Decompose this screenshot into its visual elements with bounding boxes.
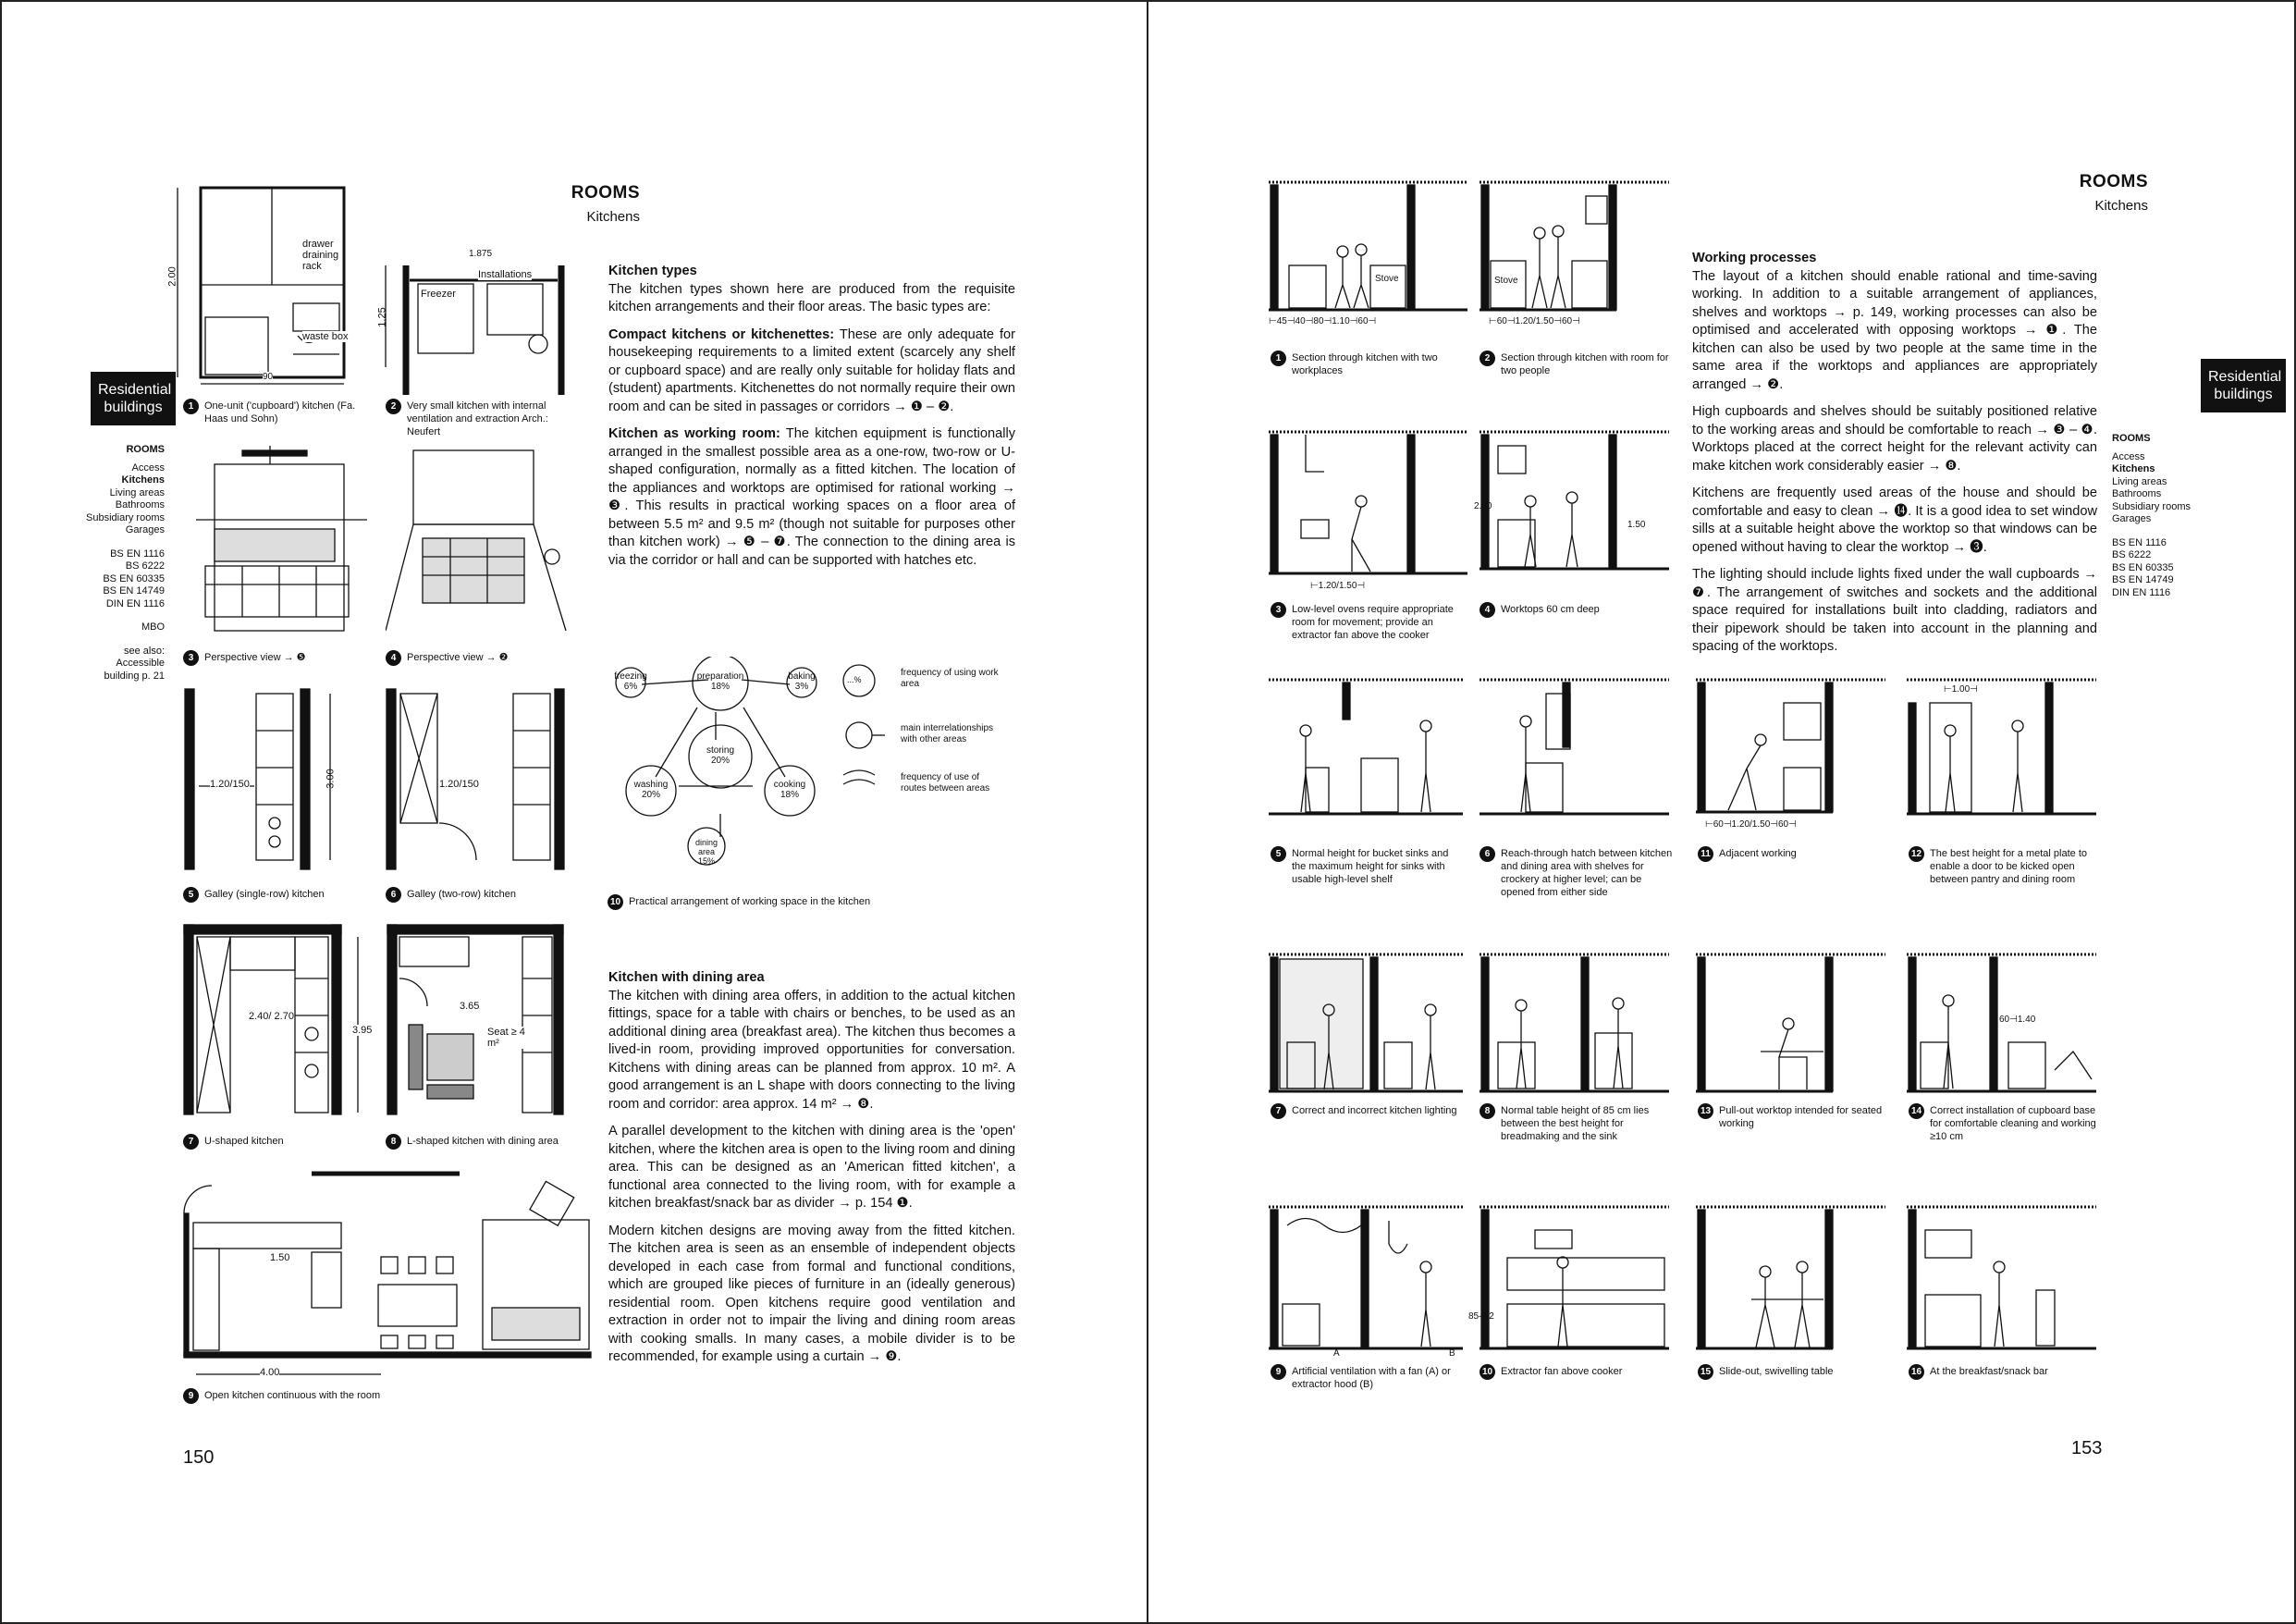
section-tab[interactable] <box>91 372 176 425</box>
nav-item-garages[interactable]: Garages <box>125 524 165 535</box>
caption-text: Practical arrangement of working space in the kitchen <box>629 896 871 907</box>
caption-text: Artificial ventilation with a fan (A) or extractor hood (B) <box>1292 1366 1451 1390</box>
section-body: Modern kitchen designs are moving away from the fitted kitchen. The kitchen area is seen as an ensemble of independent objects developed in each case from formal and functional conditions, which are grouped like pieces of furniture in an (ideally generous) residential room. Open kitchens require good ventilation and extraction in order not to impair the living and dining room areas with cooking smalls. In many cases, a mobile divider is to be recommended, for example using a curtain → ❾. <box>608 1223 1015 1364</box>
dim-label: 1.50 <box>270 1252 290 1263</box>
heading-subtitle: Kitchens <box>586 209 640 225</box>
dim-label: ⊢60⊣1.20/1.50⊣60⊣ <box>1705 819 1797 830</box>
figure-3-drawing <box>187 446 367 635</box>
figure-number: 2 <box>386 399 401 414</box>
figure-number: 4 <box>1480 602 1495 618</box>
nav-item-access[interactable]: Access <box>131 461 165 474</box>
tab-line-2: buildings <box>104 400 163 415</box>
standard-item: BS EN 14749 <box>103 585 165 597</box>
tab-line-1: Residential <box>2208 369 2282 385</box>
figure-3-caption <box>183 651 350 666</box>
figure-number: 11 <box>1698 846 1713 862</box>
section-body: Kitchens are frequently used areas of the house and should be comfortable and easy to clean → ⓮. It is a good idea to set window sills at a suitable height above the worktop so that windows can be opened without having to clear the worktop → ❸. <box>1692 486 2097 555</box>
node-pct: 15% <box>697 856 715 866</box>
caption-text: Normal table height of 85 cm lies between the best height for breadmaking and the sink <box>1501 1105 1650 1142</box>
side-nav <box>63 444 165 683</box>
legend-item: frequency of using work area <box>901 668 999 689</box>
standard-item: BS 6222 <box>125 560 165 572</box>
dim-label: 3.00 <box>325 769 337 789</box>
nav-item-bathrooms[interactable]: Bathrooms <box>2112 488 2162 499</box>
dim-label: 4.00 <box>260 1367 280 1378</box>
right-page-heading <box>2080 172 2148 214</box>
figure-r4-caption <box>1480 603 1674 618</box>
section-body: A parallel development to the kitchen with dining area is the 'open' kitchen, where the kitchen area is open to the living room and dining area. This can be designed as an 'American fitted kitchen', a functional area connected to the living room, with for example a kitchen breakfast/snack bar as divider → p. 154 ❶. <box>608 1124 1015 1211</box>
figure-r6-caption <box>1480 847 1674 899</box>
nav-mbo: MBO <box>141 621 165 633</box>
nav-item-access[interactable]: Access <box>2112 450 2145 462</box>
figure-1-drawing <box>168 183 353 391</box>
dim-label: ⊢1.00⊣ <box>1944 684 1978 695</box>
caption-text: L-shaped kitchen with dining area <box>407 1136 559 1147</box>
figure-r6-drawing <box>1480 675 1674 818</box>
label-stove: Stove <box>1375 274 1399 284</box>
nav-item-garages[interactable]: Garages <box>2112 513 2152 524</box>
label-a: A <box>1333 1348 1340 1359</box>
figure-number: 13 <box>1698 1103 1713 1119</box>
caption-text: Very small kitchen with internal ventilation and extraction Arch.: Neufert <box>407 400 548 437</box>
figure-r5-caption <box>1271 847 1465 886</box>
figure-number: 10 <box>1480 1364 1495 1380</box>
figure-r2-caption <box>1480 351 1674 377</box>
section-body: The kitchen types shown here are produced from the requisite kitchen arrangements and their floor areas. The basic types are: <box>608 281 1015 314</box>
figure-7-drawing <box>182 923 372 1122</box>
node-cooking <box>765 780 815 800</box>
dim-label: 3.65 <box>460 1001 480 1012</box>
figure-r14-caption <box>1909 1104 2103 1143</box>
caption-text: The best height for a metal plate to enable a door to be kicked open between pantry and dining room <box>1930 848 2087 885</box>
caption-text: Correct installation of cupboard base for comfortable cleaning and working ≥10 cm <box>1930 1105 2096 1142</box>
figure-r7-caption <box>1271 1104 1465 1119</box>
figure-2-caption <box>386 400 571 438</box>
right-page <box>1148 0 2296 1624</box>
standard-item: BS EN 1116 <box>2112 536 2167 548</box>
section-body: The kitchen with dining area offers, in addition to the actual kitchen fittings, space for a table with chairs or benches, to be used as an additional dining area (breakfast area). The kitchen thus becomes a lived-in room, providing improved opportunities for conversation. Kitchens with dining areas can be planned from approx. 10 m². A good arrangement is an L shape with doors connecting to the living room and corridor: area approx. 14 m² → ❽. <box>608 988 1015 1112</box>
figure-10-diagram <box>605 657 1104 879</box>
figure-10-caption <box>608 895 977 910</box>
node-pct: 18% <box>710 682 730 692</box>
dim-label: 2.00 <box>1474 501 1492 511</box>
node-label: dining area <box>694 838 718 856</box>
label-waste-box: waste box <box>302 331 349 342</box>
figure-r3-drawing <box>1269 427 1472 594</box>
figure-5-caption <box>183 888 368 903</box>
figure-number: 9 <box>1271 1364 1286 1380</box>
section-tab[interactable] <box>2201 359 2286 412</box>
tab-line-1: Residential <box>98 382 172 398</box>
figure-number: 14 <box>1909 1103 1924 1119</box>
heading-title: ROOMS <box>571 183 640 203</box>
figure-number: 16 <box>1909 1364 1924 1380</box>
node-storing <box>693 745 748 766</box>
figure-4-drawing <box>386 446 571 640</box>
figure-r5-drawing <box>1269 675 1467 818</box>
figure-number: 2 <box>1480 351 1495 366</box>
section-body: These are only adequate for housekeeping requirements to a limited extent (scarcely any shelf or cupboard space) and are really only suitable for holiday flats and (student) apartments. Kitchenettes do not normally require their own room and can be sited in passages or corridors → ❶ – ❷. <box>608 326 1015 414</box>
label-b: B <box>1449 1348 1455 1359</box>
figure-r15-caption <box>1698 1365 1892 1380</box>
dim-label: 3.95 <box>352 1025 373 1036</box>
caption-text: Extractor fan above cooker <box>1501 1366 1623 1377</box>
figure-number: 3 <box>183 650 199 666</box>
section-heading: Kitchen types <box>608 264 697 278</box>
caption-text: Galley (two-row) kitchen <box>407 889 516 900</box>
figure-r13-caption <box>1698 1104 1892 1130</box>
caption-text: Section through kitchen with room for two people <box>1501 352 1669 376</box>
figure-5-drawing <box>182 684 367 874</box>
dim-label: 60⊣1.40 <box>1999 1015 2036 1025</box>
left-page-heading <box>571 183 640 225</box>
label-rack: rack <box>302 261 322 272</box>
caption-text: Galley (single-row) kitchen <box>204 889 325 900</box>
node-pct: 18% <box>780 790 799 800</box>
caption-text: Slide-out, swivelling table <box>1719 1366 1834 1377</box>
figure-7-caption <box>183 1135 368 1150</box>
label-drawer: drawer <box>302 239 334 250</box>
standard-item: DIN EN 1116 <box>105 597 165 609</box>
caption-text: At the breakfast/snack bar <box>1930 1366 2048 1377</box>
standard-item: BS EN 14749 <box>2112 574 2174 585</box>
nav-item-kitchens[interactable]: Kitchens <box>2112 463 2155 474</box>
caption-text: Perspective view → ❺ <box>204 652 306 663</box>
dim-label: ⊢1.20/1.50⊣ <box>1310 581 1366 591</box>
figure-8-caption <box>386 1135 571 1150</box>
nav-item-living-areas[interactable]: Living areas <box>2112 475 2167 487</box>
caption-text: Low-level ovens require appropriate room for movement; provide an extractor fan above the cooker <box>1292 604 1454 641</box>
figure-number: 3 <box>1271 602 1286 618</box>
figure-r9-caption <box>1271 1365 1465 1391</box>
figure-r16-caption <box>1909 1365 2103 1380</box>
standard-item: BS EN 60335 <box>2112 561 2174 573</box>
figure-8-drawing <box>386 923 571 1122</box>
figure-r8-drawing <box>1480 950 1674 1098</box>
figure-r11-drawing <box>1696 675 1890 830</box>
label-installations: Installations <box>478 269 533 280</box>
figure-6-caption <box>386 888 571 903</box>
see-also-label: see also: <box>123 645 165 657</box>
dim-label: 1.20/150 <box>210 779 250 790</box>
caption-text: Adjacent working <box>1719 848 1797 859</box>
dim-label: 1.25 <box>376 307 388 327</box>
caption-text: Perspective view → ❷ <box>407 652 509 663</box>
caption-text: One-unit ('cupboard') kitchen (Fa. Haas und Sohn) <box>204 400 356 424</box>
caption-text: Worktops 60 cm deep <box>1501 604 1600 615</box>
figure-r11-caption <box>1698 847 1892 862</box>
nav-item-subsidiary-rooms[interactable]: Subsidiary rooms <box>86 511 165 523</box>
body-text-right <box>1692 250 2097 666</box>
figure-number: 1 <box>1271 351 1286 366</box>
dim-label: 1.50 <box>1627 520 1646 530</box>
node-preparation <box>693 671 748 692</box>
figure-r2-drawing <box>1480 178 1674 330</box>
heading-title: ROOMS <box>2079 172 2148 191</box>
figure-r14-drawing <box>1907 950 2101 1098</box>
node-pct: 6% <box>623 682 638 692</box>
node-label: baking <box>788 671 816 682</box>
section-heading: Kitchen as working room: <box>608 426 780 441</box>
nav-item-kitchens[interactable]: Kitchens <box>121 474 165 486</box>
node-label: storing <box>706 745 734 756</box>
legend-item: main interrelationships with other areas <box>901 723 994 744</box>
figure-r3-caption <box>1271 603 1465 642</box>
figure-r12-caption <box>1909 847 2103 886</box>
see-also-link[interactable]: building p. 21 <box>104 670 165 682</box>
figure-9-drawing <box>182 1169 608 1386</box>
figure-r8-caption <box>1480 1104 1674 1143</box>
figure-r16-drawing <box>1907 1202 2101 1355</box>
figure-r4-drawing <box>1474 427 1674 575</box>
tab-line-2: buildings <box>2214 387 2273 402</box>
standard-item: DIN EN 1116 <box>2112 586 2171 598</box>
heading-subtitle: Kitchens <box>2094 198 2148 214</box>
figure-6-drawing <box>384 684 569 874</box>
node-baking <box>785 671 818 692</box>
legend-item: frequency of use of routes between areas <box>901 772 990 794</box>
node-freezing <box>614 671 647 692</box>
section-body: High cupboards and shelves should be suitably positioned relative to the working areas and should be comfortable to reach → ❸ – ❹. Worktops placed at the correct height for the relevant activity can make kitchen work considerably easier → ❽. <box>1692 404 2097 474</box>
figure-number: 8 <box>1480 1103 1495 1119</box>
side-nav <box>2112 433 2214 599</box>
caption-text: Open kitchen continuous with the room <box>204 1390 381 1401</box>
figure-number: 7 <box>1271 1103 1286 1119</box>
figure-r12-drawing <box>1907 675 2101 818</box>
nav-item-bathrooms[interactable]: Bathrooms <box>115 499 165 511</box>
dim-label: ⊢45⊣40⊣80⊣1.10⊣60⊣ <box>1269 316 1377 326</box>
caption-text: Correct and incorrect kitchen lighting <box>1292 1105 1457 1116</box>
standard-item: BS EN 1116 <box>110 547 165 560</box>
figure-1-caption <box>183 400 368 425</box>
nav-item-subsidiary-rooms[interactable]: Subsidiary rooms <box>2112 500 2191 512</box>
dim-label: 2.40/ 2.70 <box>249 1011 294 1022</box>
figure-r9-drawing <box>1269 1202 1467 1359</box>
section-heading: Compact kitchens or kitchenettes: <box>608 326 835 342</box>
label-draining: draining <box>302 250 339 261</box>
figure-r1-drawing <box>1269 178 1472 330</box>
node-pct: 20% <box>710 756 730 766</box>
dim-label: 1.875 <box>469 249 493 259</box>
figure-number: 6 <box>386 887 401 903</box>
nav-title: ROOMS <box>2112 433 2151 444</box>
figure-number: 7 <box>183 1134 199 1150</box>
node-dining <box>688 838 725 866</box>
figure-4-caption <box>386 651 552 666</box>
figure-number: 15 <box>1698 1364 1713 1380</box>
figure-r10-caption <box>1480 1365 1674 1380</box>
figure-number: 5 <box>183 887 199 903</box>
label-stove: Stove <box>1494 276 1518 286</box>
label-seat: Seat ≥ 4 m² <box>487 1027 529 1049</box>
figure-number: 8 <box>386 1134 401 1150</box>
node-pct: 3% <box>794 682 809 692</box>
node-label: washing <box>633 780 669 790</box>
standard-item: BS 6222 <box>2112 549 2152 560</box>
page-number: 153 <box>2071 1438 2103 1458</box>
dim-label: ⊢60⊣1.20/1.50⊣60⊣ <box>1489 316 1580 326</box>
dim-label: 90 <box>263 372 274 382</box>
dim-label: 2.00 <box>166 266 178 287</box>
caption-text: Normal height for bucket sinks and the maximum height for sinks with usable high-level shelf <box>1292 848 1449 885</box>
node-label: cooking <box>773 780 806 790</box>
figure-2-drawing <box>376 247 571 395</box>
figure-number: 10 <box>608 894 623 910</box>
fig1-labels <box>302 239 338 272</box>
figure-9-caption <box>183 1389 460 1404</box>
figure-number: 4 <box>386 650 401 666</box>
figure-number: 1 <box>183 399 199 414</box>
nav-title: ROOMS <box>126 444 165 455</box>
dim-label: 85–92 <box>1468 1311 1494 1322</box>
node-washing <box>626 780 676 800</box>
node-pct: 20% <box>641 790 660 800</box>
node-label: preparation <box>696 671 744 682</box>
figure-r1-caption <box>1271 351 1465 377</box>
legend-symbol: ...% <box>847 675 862 684</box>
figure-number: 5 <box>1271 846 1286 862</box>
caption-text: Section through kitchen with two workplaces <box>1292 352 1438 376</box>
section-body: The kitchen equipment is functionally arranged in the smallest possible area as a one-row, two-row or U-shaped configuration, normally as a fitted kitchen. The location of the appliances and worktops are optimised for rational working → ❸. This results in practical working spaces on a floor area of between 5.5 m² and 9.5 m² (though not suitable for purposes other than kitchen work) → ❺ – ❼. The connection to the dining area is via the corridor or hall and can be supported with hatches etc. <box>608 426 1016 568</box>
node-label: freezing <box>614 671 647 682</box>
section-body: The lighting should include lights fixed under the wall cupboards → ❼. The arrangement of switches and sockets and the additional space required for installations built into cladding, radiators and their pipework should be taken into account in the planning and spacing of the worktops. <box>1692 567 2097 654</box>
section-heading: Kitchen with dining area <box>608 970 765 985</box>
figure-number: 9 <box>183 1388 199 1404</box>
body-text-bottom <box>608 969 1015 1376</box>
figure-r10-drawing <box>1468 1202 1674 1355</box>
section-heading: Working processes <box>1692 251 1817 265</box>
label-freezer: Freezer <box>421 289 456 300</box>
figure-r13-drawing <box>1696 950 1890 1098</box>
figure-number: 6 <box>1480 846 1495 862</box>
standard-item: BS EN 60335 <box>103 572 165 584</box>
body-text-top <box>608 263 1015 579</box>
nav-item-living-areas[interactable]: Living areas <box>109 486 165 498</box>
figure-r7-drawing <box>1269 950 1467 1098</box>
caption-text: Reach-through hatch between kitchen and dining area with shelves for crockery at higher level; can be opened from either side <box>1501 848 1673 898</box>
caption-text: Pull-out worktop intended for seated working <box>1719 1105 1883 1129</box>
dim-label: 1.20/150 <box>439 779 479 790</box>
section-body: The layout of a kitchen should enable rational and time-saving working. In addition to a suitable arrangement of appliances, shelves and worktops → p. 149, working processes can also be optimised and accelerated with opposing worktops → ❶. The kitchen can also be used by two people at the same time in the same area if the worktops and appliances are appropriately arranged → ❷. <box>1692 268 2097 392</box>
figure-number: 12 <box>1909 846 1924 862</box>
page-number: 150 <box>183 1447 215 1468</box>
figure-r15-drawing <box>1696 1202 1890 1355</box>
see-also-link[interactable]: Accessible <box>116 658 165 669</box>
caption-text: U-shaped kitchen <box>204 1136 284 1147</box>
